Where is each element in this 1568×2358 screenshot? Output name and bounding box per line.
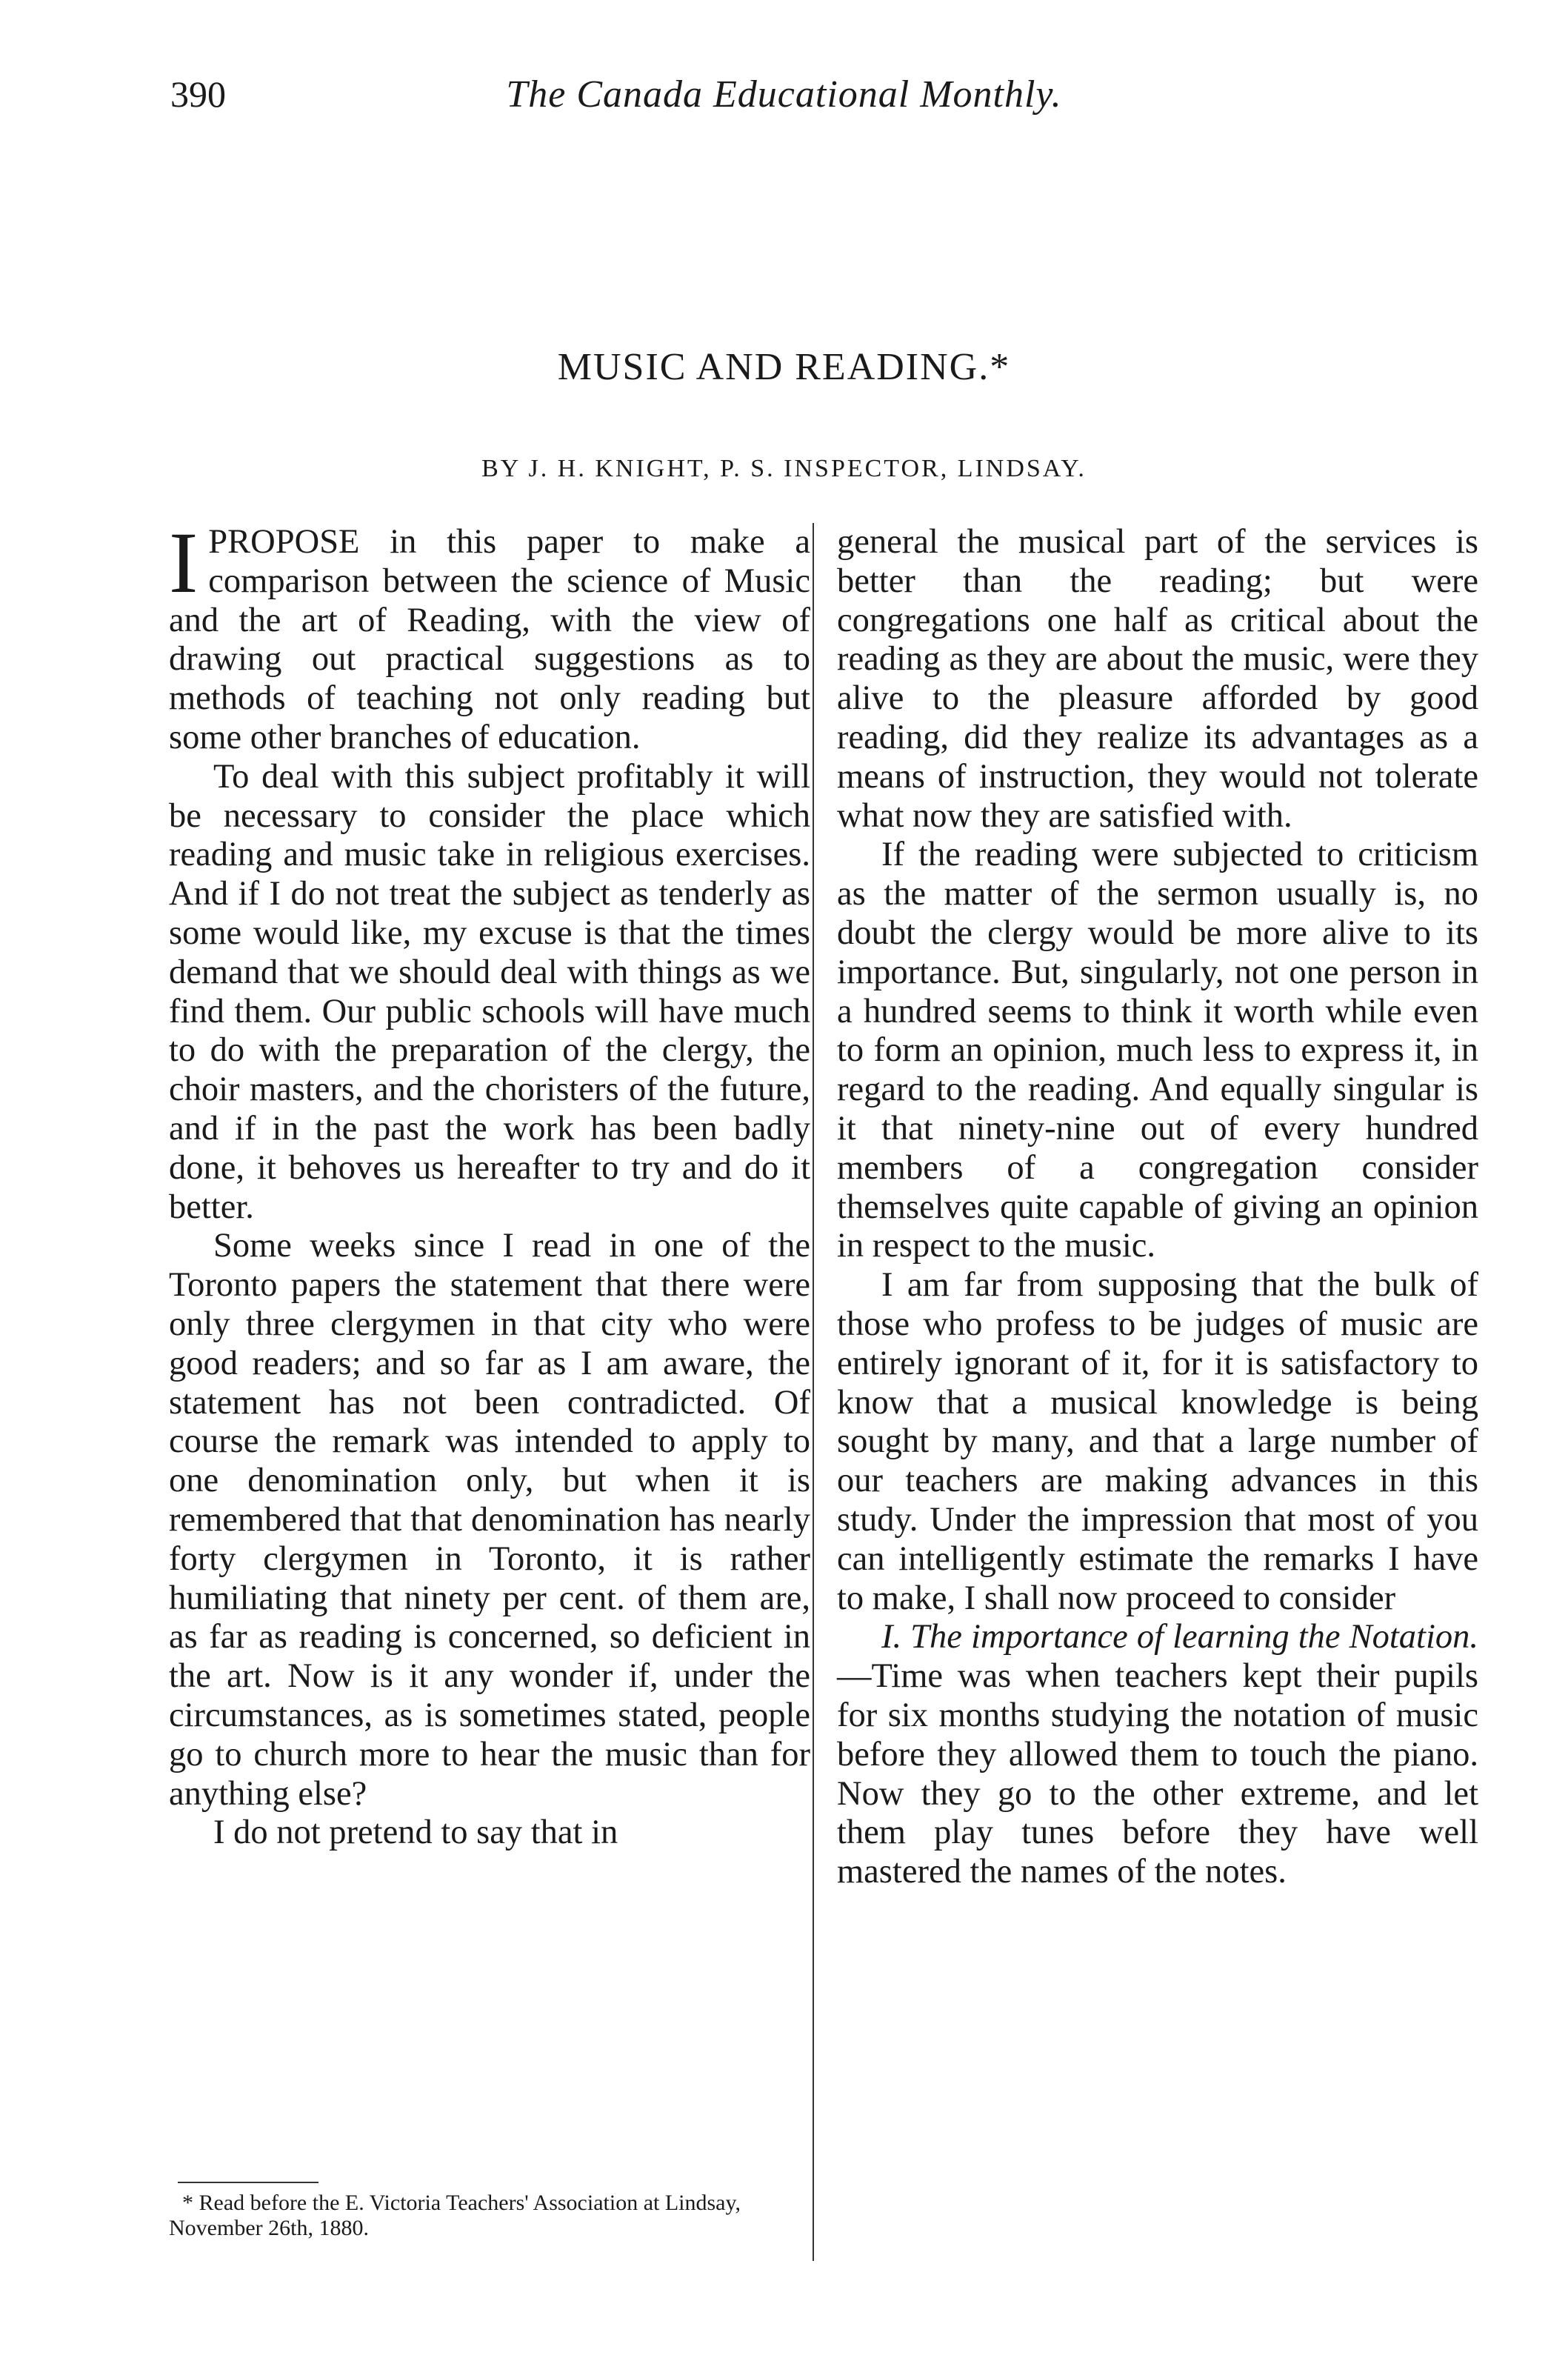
running-head [170, 73, 1398, 124]
paragraph: To deal with this subject profitably it will be necessary to consider the place which reading and music take in religious exercises. And if I do not treat the subject as tenderly as some would like, my excuse is that the times demand that we should deal with things as we find them. Our public schools will have much to do with the preparation of the clergy, the choir masters, and the choristers of the future, and if in the past the work has been badly done, it behoves us hereafter to try and do it better. [169, 757, 810, 1226]
paragraph [169, 514, 810, 758]
paragraph: If the reading were subjected to criticism as the matter of the sermon usually is, no doubt the clergy would be more alive to its importance. But, singularly, not one person in a hundred seems to think it worth while even to form an opinion, much less to express it, in regard to the reading. And equally singular is it that ninety-nine out of every hundred members of a congregation consider themselves quite capable of giving an opinion in respect to the music. [837, 836, 1478, 1265]
page-number: 390 [170, 73, 226, 115]
left-column [169, 514, 810, 1853]
journal-title: The Canada Educational Monthly. [506, 73, 1062, 116]
paragraph: general the musical part of the services is better than the reading; but were congregations one half as critical about the reading as they are about the music, were they alive to the pleasure afforded by good reading, did they realize its advantages as a means of instruction, they would not tolerate what now they are satisfied with. [837, 523, 1478, 835]
byline: BY J. H. KNIGHT, P. S. INSPECTOR, LINDSAY. [481, 455, 1087, 482]
article-title: MUSIC AND READING.* [557, 346, 1011, 388]
paragraph: I do not pretend to say that in [213, 1814, 618, 1852]
paragraph-text: PROPOSE in this paper to make a comparison between the science of Music and the art of Reading, with the view of drawing out practical suggestions as to methods of teaching not only reading but some other branches of education. [169, 523, 810, 756]
footnote-rule [178, 2182, 318, 2183]
paragraph [837, 1618, 1478, 1892]
paragraph: Some weeks since I read in one of the Toronto papers the statement that there were only three clergymen in that city who were good readers; and so far as I am aware, the statement has not been contradicted. Of course the remark was intended to apply to one denomination only, but when it is remembered that that denomination has nearly forty clergymen in Toronto, it is rather humiliating that ninety per cent. of them are, as far as reading is concerned, so deficient in the art. Now is it any wonder if, under the circumstances, as is sometimes stated, people go to church more to hear the music than for anything else? [169, 1227, 810, 1813]
column-divider [813, 523, 814, 2261]
section-heading: I. The importance of learning the Notation. [881, 1618, 1478, 1656]
footnote: * Read before the E. Victoria Teachers' Association at Lindsay, November 26th, 1880. [169, 2191, 741, 2240]
paragraph-text: —Time was when teachers kept their pupils for six months studying the notation of music before they allowed them to touch the piano. Now they go to the other extreme, and let them play tunes before they have well mastered the names of the notes. [837, 1657, 1478, 1891]
right-column [837, 523, 1478, 1892]
paragraph: I am far from supposing that the bulk of those who profess to be judges of music are entirely ignorant of it, for it is satisfactory to know that a musical knowledge is being sought by many, and that a large number of our teachers are making advances in this study. Under the impression that most of you can intelligently estimate the remarks I have to make, I shall now proceed to consider [837, 1266, 1478, 1617]
drop-cap: I [169, 514, 198, 611]
